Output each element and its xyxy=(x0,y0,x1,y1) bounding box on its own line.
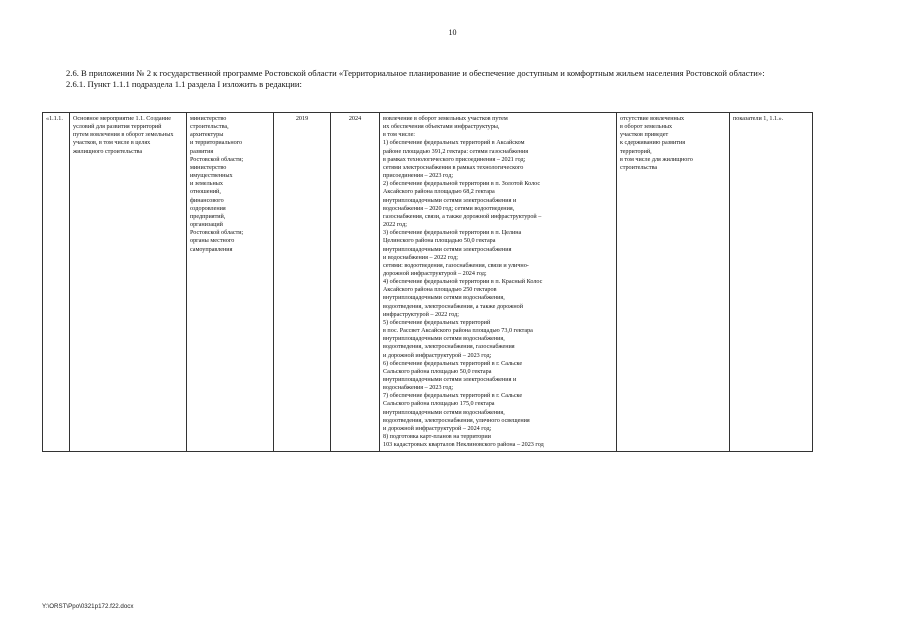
text-line: внутриплощадочными сетями водоснабжения, xyxy=(383,336,505,343)
text-line: и водоснабжения – 2022 год; xyxy=(383,254,458,261)
text-line: предприятий, xyxy=(190,213,226,220)
text-line: 3) обеспечение федеральной территории в п. Целина xyxy=(383,230,522,237)
text-line: районе площадью 391,2 гектара: сетями газоснабжения xyxy=(383,148,529,155)
text-line: присоединения – 2023 год; xyxy=(383,173,454,180)
text-line: в пос. Рассвет Аксайского района площадью 73,0 гектара xyxy=(383,328,533,335)
text-line: развития xyxy=(190,148,214,155)
text-line: водоснабжения – 2023 год; xyxy=(383,385,454,392)
cell-measure-name xyxy=(70,113,187,452)
intro-text xyxy=(42,68,862,90)
text-line: внутриплощадочными сетями электроснабжения и xyxy=(383,197,517,204)
text-line: 103 кадастровых кварталов Неклиновского района – 2023 год xyxy=(383,442,544,449)
text-line: в том числе: xyxy=(383,132,416,139)
text-line: отношений, xyxy=(190,189,221,196)
text-line: внутриплощадочными сетями водоснабжения, xyxy=(383,295,505,302)
text-line: Целинского района площадью 50,0 гектара xyxy=(383,238,496,245)
cell-indicator-link: показатели 1, 1.1.». xyxy=(730,113,813,452)
intro-paragraph-clause: 2.6.1. Пункт 1.1.1 подраздела 1.1 раздела I изложить в редакции: xyxy=(66,79,302,89)
text-line: водоотведения, электроснабжения, газоснабжения xyxy=(383,344,515,351)
text-line: министерство xyxy=(190,116,227,122)
text-line: Сальского района площадью 50,0 гектара xyxy=(383,368,492,375)
text-line: в рамках технологического присоединения – 2021 год; xyxy=(383,156,526,163)
file-path-footer: Y:\ORST\Ppo\0321p172.f22.docx xyxy=(42,603,134,610)
cell-end-year: 2024 xyxy=(331,113,380,452)
text-line: и дорожной инфраструктурой – 2023 год; xyxy=(383,352,492,359)
text-line: строительства xyxy=(620,164,658,171)
cell-item-number: «1.1.1. xyxy=(43,113,70,452)
text-line: участков приведет xyxy=(620,132,669,139)
intro-paragraph-amendment: 2.6. В приложении № 2 к государственной программе Ростовской области «Территориальное планирование и обеспечение доступным и комфортным жильем населения Ростовской области»: xyxy=(66,68,765,78)
text-line: Основное мероприятие 1.1. Создание xyxy=(73,116,171,122)
text-line: сетями: водоотведения, газоснабжения, связи и улично- xyxy=(383,262,529,269)
cell-executor xyxy=(187,113,274,452)
text-line: организаций xyxy=(190,222,223,229)
text-line: 2022 год; xyxy=(383,222,407,229)
text-line: Ростовской области; xyxy=(190,156,244,163)
text-line: архитектуры xyxy=(190,132,224,139)
text-line: и территориального xyxy=(190,140,243,147)
page-number: 10 xyxy=(448,28,457,37)
text-line: путем вовлечения в оборот земельных xyxy=(73,132,174,139)
text-line: участков, в том числе в целях xyxy=(73,140,151,147)
text-line: министерство xyxy=(190,164,227,171)
text-line: Аксайского района площадью 68,2 гектара xyxy=(383,189,495,196)
text-line: Ростовской области; xyxy=(190,230,244,237)
text-line: инфраструктурой – 2022 год; xyxy=(383,311,459,318)
cell-description xyxy=(380,113,617,452)
text-line: 6) обеспечение федеральных территорий в г. Сальске xyxy=(383,360,523,367)
text-line: имущественных xyxy=(190,173,233,180)
text-line: и земельных xyxy=(190,181,223,188)
text-line: 4) обеспечение федеральной территории в п. Красный Колос xyxy=(383,279,543,286)
text-line: внутриплощадочными сетями водоснабжения, xyxy=(383,409,505,416)
text-line: в оборот земельных xyxy=(620,124,673,131)
text-line: сетями электроснабжения в рамках технологического xyxy=(383,164,524,171)
text-line: 8) подготовка карт-планов на территории xyxy=(383,434,491,441)
text-line: водоснабжения – 2020 год; сетями водоотведения, xyxy=(383,205,515,212)
text-line: дорожной инфраструктурой – 2024 год; xyxy=(383,270,487,277)
text-line: 5) обеспечение федеральных территорий xyxy=(383,319,491,326)
text-line: 1) обеспечение федеральных территорий в Аксайском xyxy=(383,140,525,147)
text-line: жилищного строительства xyxy=(73,148,143,155)
text-line: 7) обеспечение федеральных территорий в г. Сальске xyxy=(383,393,523,400)
text-line: самоуправления xyxy=(190,246,233,253)
text-line: к сдерживанию развития xyxy=(620,140,686,147)
text-line: внутриплощадочными сетями электроснабжения xyxy=(383,246,512,253)
text-line: Сальского района площадью 175,0 гектара xyxy=(383,401,495,408)
text-line: и дорожной инфраструктурой – 2024 год; xyxy=(383,425,492,432)
program-table xyxy=(42,112,813,452)
text-line: строительства, xyxy=(190,124,229,131)
text-line: водоотведения, электроснабжения, а также дорожной xyxy=(383,303,523,310)
table-row xyxy=(43,113,813,452)
text-line: финансового xyxy=(190,197,224,204)
text-line: в том числе для жилищного xyxy=(620,156,693,163)
text-line: условий для развития территорий xyxy=(73,124,162,131)
text-line: оздоровления xyxy=(190,205,226,212)
text-line: их обеспечения объектами инфраструктуры, xyxy=(383,124,500,131)
text-line: органы местного xyxy=(190,238,235,245)
text-line: 2) обеспечение федеральной территории в п. Золотой Колос xyxy=(383,181,541,188)
text-line: Аксайского района площадью 250 гектаров xyxy=(383,287,497,294)
text-line: внутриплощадочными сетями электроснабжения и xyxy=(383,377,517,383)
text-line: водоотведения, электроснабжения, уличного освещения xyxy=(383,417,530,424)
cell-consequence xyxy=(617,113,730,452)
text-line: газоснабжения, связи, а также дорожной инфраструктурой – xyxy=(383,213,542,220)
cell-start-year: 2019 xyxy=(274,113,331,452)
text-line: отсутствие вовлеченных xyxy=(620,116,685,122)
text-line: вовлечение в оборот земельных участков путем xyxy=(383,116,508,122)
text-line: территорий, xyxy=(620,148,652,155)
